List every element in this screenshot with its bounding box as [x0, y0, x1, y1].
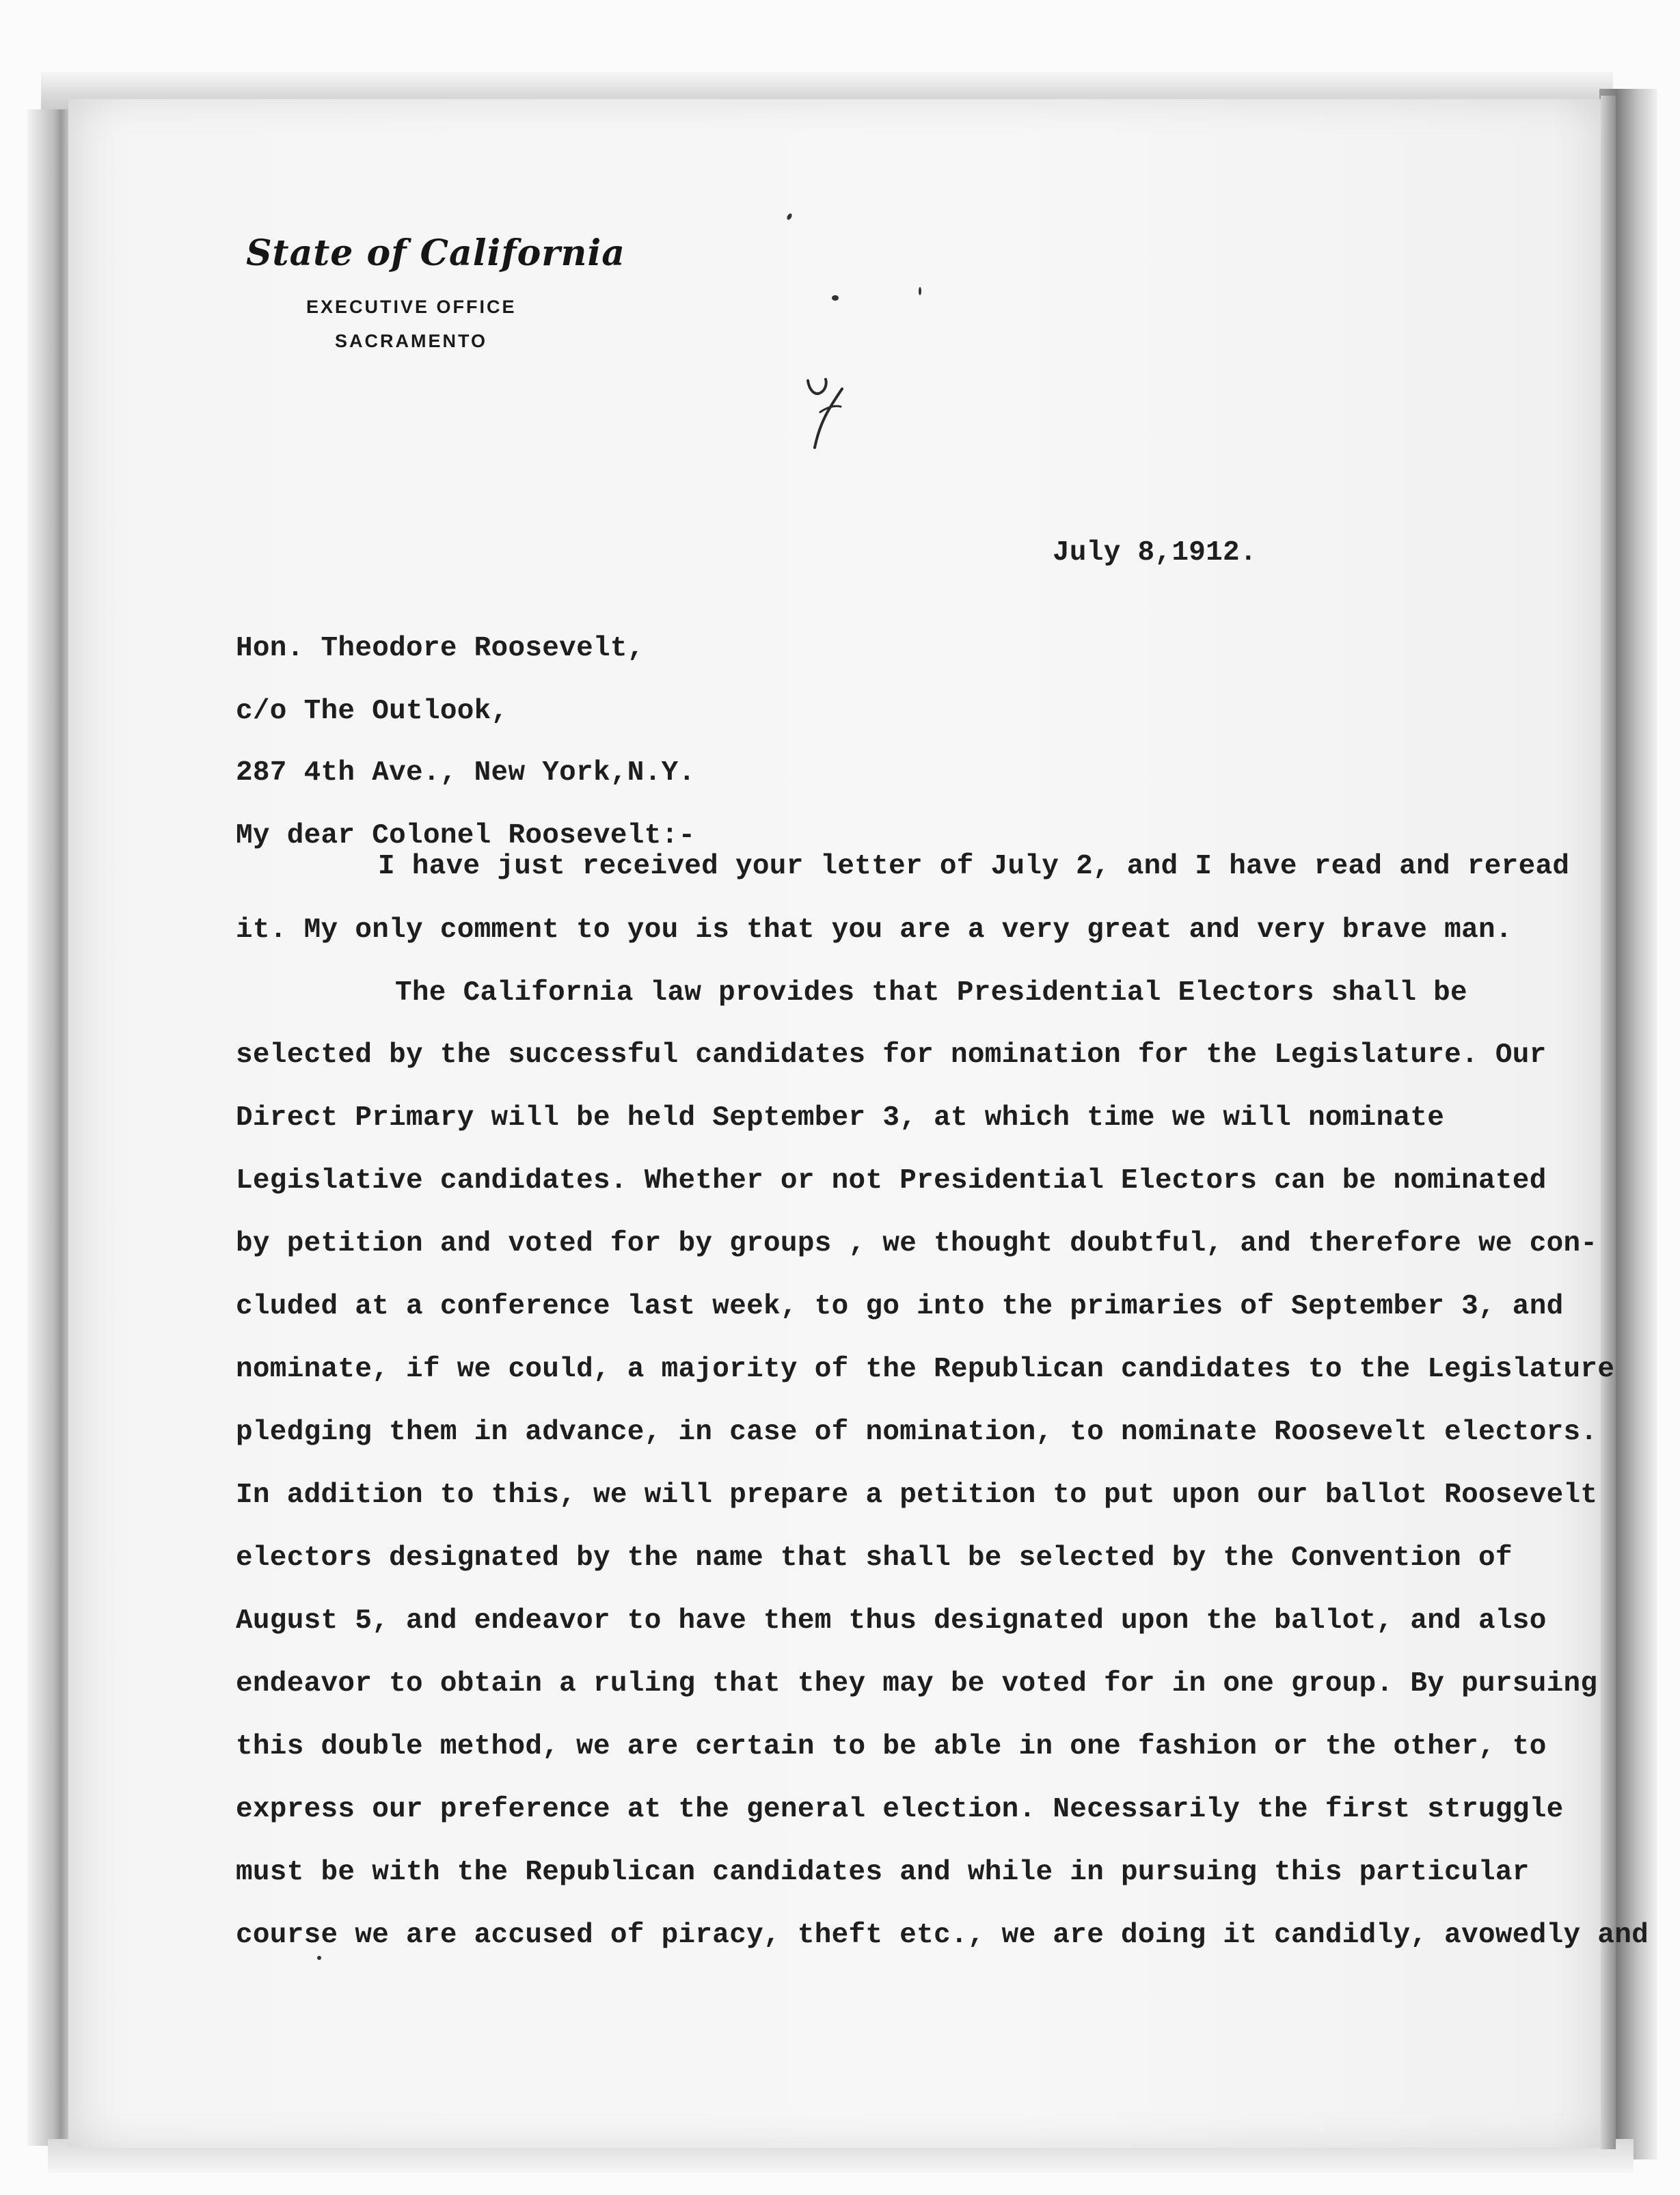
body-line: nominate, if we could, a majority of the Republican candidates to the Legislature [236, 1354, 1615, 1385]
body-line: pledging them in advance, in case of nomination, to nominate Roosevelt electors. [236, 1417, 1598, 1448]
body-line: this double method, we are certain to be able in one fashion or the other, to [236, 1731, 1547, 1762]
body-line: In addition to this, we will prepare a petition to put upon our ballot Roosevelt [236, 1480, 1598, 1511]
body-line: August 5, and endeavor to have them thus designated upon the ballot, and also [236, 1605, 1547, 1637]
body-line: selected by the successful candidates for nomination for the Legislature. Our [236, 1039, 1547, 1071]
letterhead-city: SACRAMENTO [335, 331, 488, 351]
body-line: The California law provides that Presidential Electors shall be [395, 977, 1467, 1009]
letterhead-title: State of California [246, 232, 625, 274]
body-line: endeavor to obtain a ruling that they may be voted for in one group. By pursuing [236, 1668, 1598, 1700]
recipient-name: Hon. Theodore Roosevelt, [236, 633, 645, 664]
body-line: course we are accused of piracy, theft etc., we are doing it candidly, avowedly and [236, 1920, 1649, 1951]
body-line: I have just received your letter of July 2, and I have read and reread [378, 851, 1570, 882]
speck [832, 295, 839, 301]
recipient-care-of: c/o The Outlook, [236, 696, 509, 727]
body-line: by petition and voted for by groups , we thought doubtful, and therefore we con- [236, 1228, 1598, 1259]
body-line: cluded at a conference last week, to go into the primaries of September 3, and [236, 1291, 1564, 1322]
handwritten-check-mark-icon [800, 372, 861, 454]
body-line: must be with the Republican candidates and while in pursuing this particular [236, 1857, 1530, 1888]
page-edge [1601, 96, 1616, 2149]
speck [919, 287, 921, 295]
speck [317, 1956, 321, 1960]
body-line: it. My only comment to you is that you are a very great and very brave man. [236, 914, 1513, 946]
salutation: My dear Colonel Roosevelt:- [236, 820, 696, 851]
body-line: Direct Primary will be held September 3, at which time we will nominate [236, 1102, 1445, 1134]
body-line: express our preference at the general election. Necessarily the first struggle [236, 1794, 1564, 1825]
letterhead-office: EXECUTIVE OFFICE [306, 297, 517, 317]
letter-date: July 8,1912. [1053, 537, 1257, 569]
body-line: electors designated by the name that shall be selected by the Convention of [236, 1542, 1513, 1574]
recipient-street: 287 4th Ave., New York,N.Y. [236, 757, 696, 789]
body-line: Legislative candidates. Whether or not Presidential Electors can be nominated [236, 1165, 1547, 1197]
